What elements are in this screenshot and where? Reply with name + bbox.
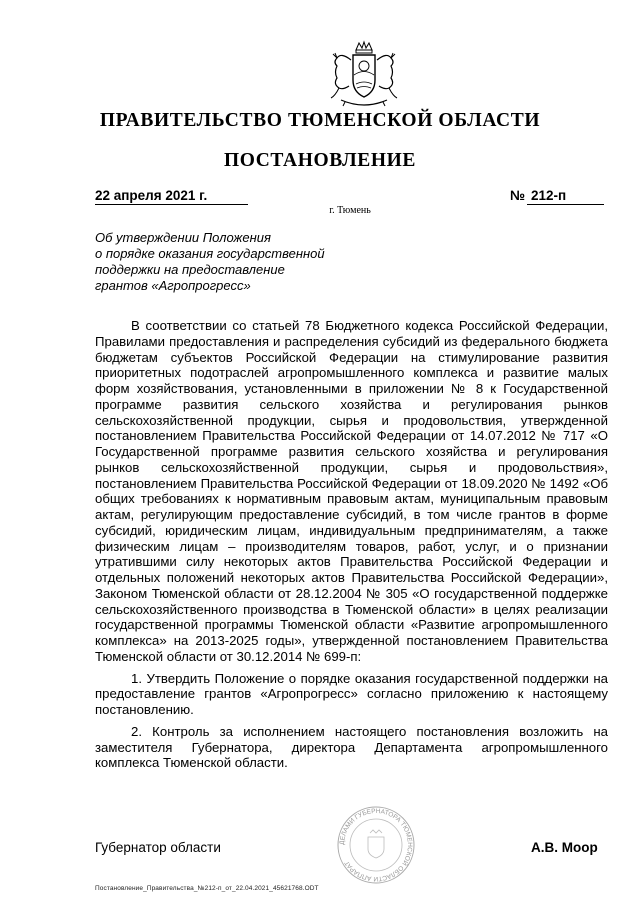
document-number-label: № [510,188,526,203]
signatory-position: Губернатор области [95,840,221,855]
coat-of-arms-emblem [323,40,405,112]
subject-line: Об утверждении Положения [95,230,271,245]
city-label: г. Тюмень [329,205,371,216]
seal-ring-text: ДЕЛАМИ ГУБЕРНАТОРА ТЮМЕНСКОЙ ОБЛАСТИ АППАРАТ [338,807,414,883]
subject-line: поддержки на предоставление [95,262,285,277]
body-paragraph-item-2: 2. Контроль за исполнением настоящего постановления возложить на заместителя Губернатора, директора Департамента агропромышленного комплекса Тюменской области. [95,723,608,771]
signatory-name: А.В. Моор [531,840,598,855]
document-subject [95,230,395,294]
body-paragraph-item-1: 1. Утвердить Положение о порядке оказания государственной поддержки на предоставление грантов «Агропрогресс» согласно приложению к настоящему постановлению. [95,670,608,717]
government-title: ПРАВИТЕЛЬСТВО ТЮМЕНСКОЙ ОБЛАСТИ [99,110,541,131]
body-paragraph-preamble: В соответствии со статьей 78 Бюджетного кодекса Российской Федерации, Правилами предоставления и распределения субсидий из федерального бюджета бюджетам субъектов Российской Федерации на стимулирование развития приоритетных подотраслей агропромышленного комплекса и развитие малых форм хозяйствования, установленными в приложении № 8 к Государственной программе развития сельского хозяйства и регулирования рынков сельскохозяйственной продукции, сырья и продовольствия, утвержденной постановлением Правительства Российской Федерации от 14.07.2012 № 717 «О Государственной программе развития сельского хозяйства и регулирования рынков сельскохозяйственной продукции, сырья и продовольствия», постановлением Правительства Российской Федерации от 18.09.2020 № 1492 «Об общих требованиях к нормативным правовым актам, муниципальным правовым актам, регулирующим предоставление субсидий, в том числе грантов в форме субсидий, юридическим лицам, индивидуальным предпринимателям, а также физическим лицам – производителям товаров, работ, услуг, и о признании утратившими силу некоторых актов Правительства Российской Федерации и отдельных положений некоторых актов Правительства Российской Федерации», Законом Тюменской области от 28.12.2004 № 305 «О государственной поддержке сельскохозяйственного производства в Тюменской области» в целях реализации государственной программы Тюменской области «Развитие агропромышленного комплекса» на 2013-2025 годы», утвержденной постановлением Правительства Тюменской области от 30.12.2014 № 699-п: [95,318,608,664]
document-type-heading: ПОСТАНОВЛЕНИЕ [223,150,417,171]
document-body [95,318,608,771]
footer-filename: Постановление_Правительства_№212-п_от_22.04.2021_45621768.ODT [95,885,319,892]
document-date: 22 апреля 2021 г. [95,187,248,205]
document-number: 212-п [527,187,604,205]
subject-line: о порядке оказания государственной [95,246,325,261]
official-seal-stamp [322,805,430,885]
subject-line: грантов «Агропрогресс» [95,278,251,293]
